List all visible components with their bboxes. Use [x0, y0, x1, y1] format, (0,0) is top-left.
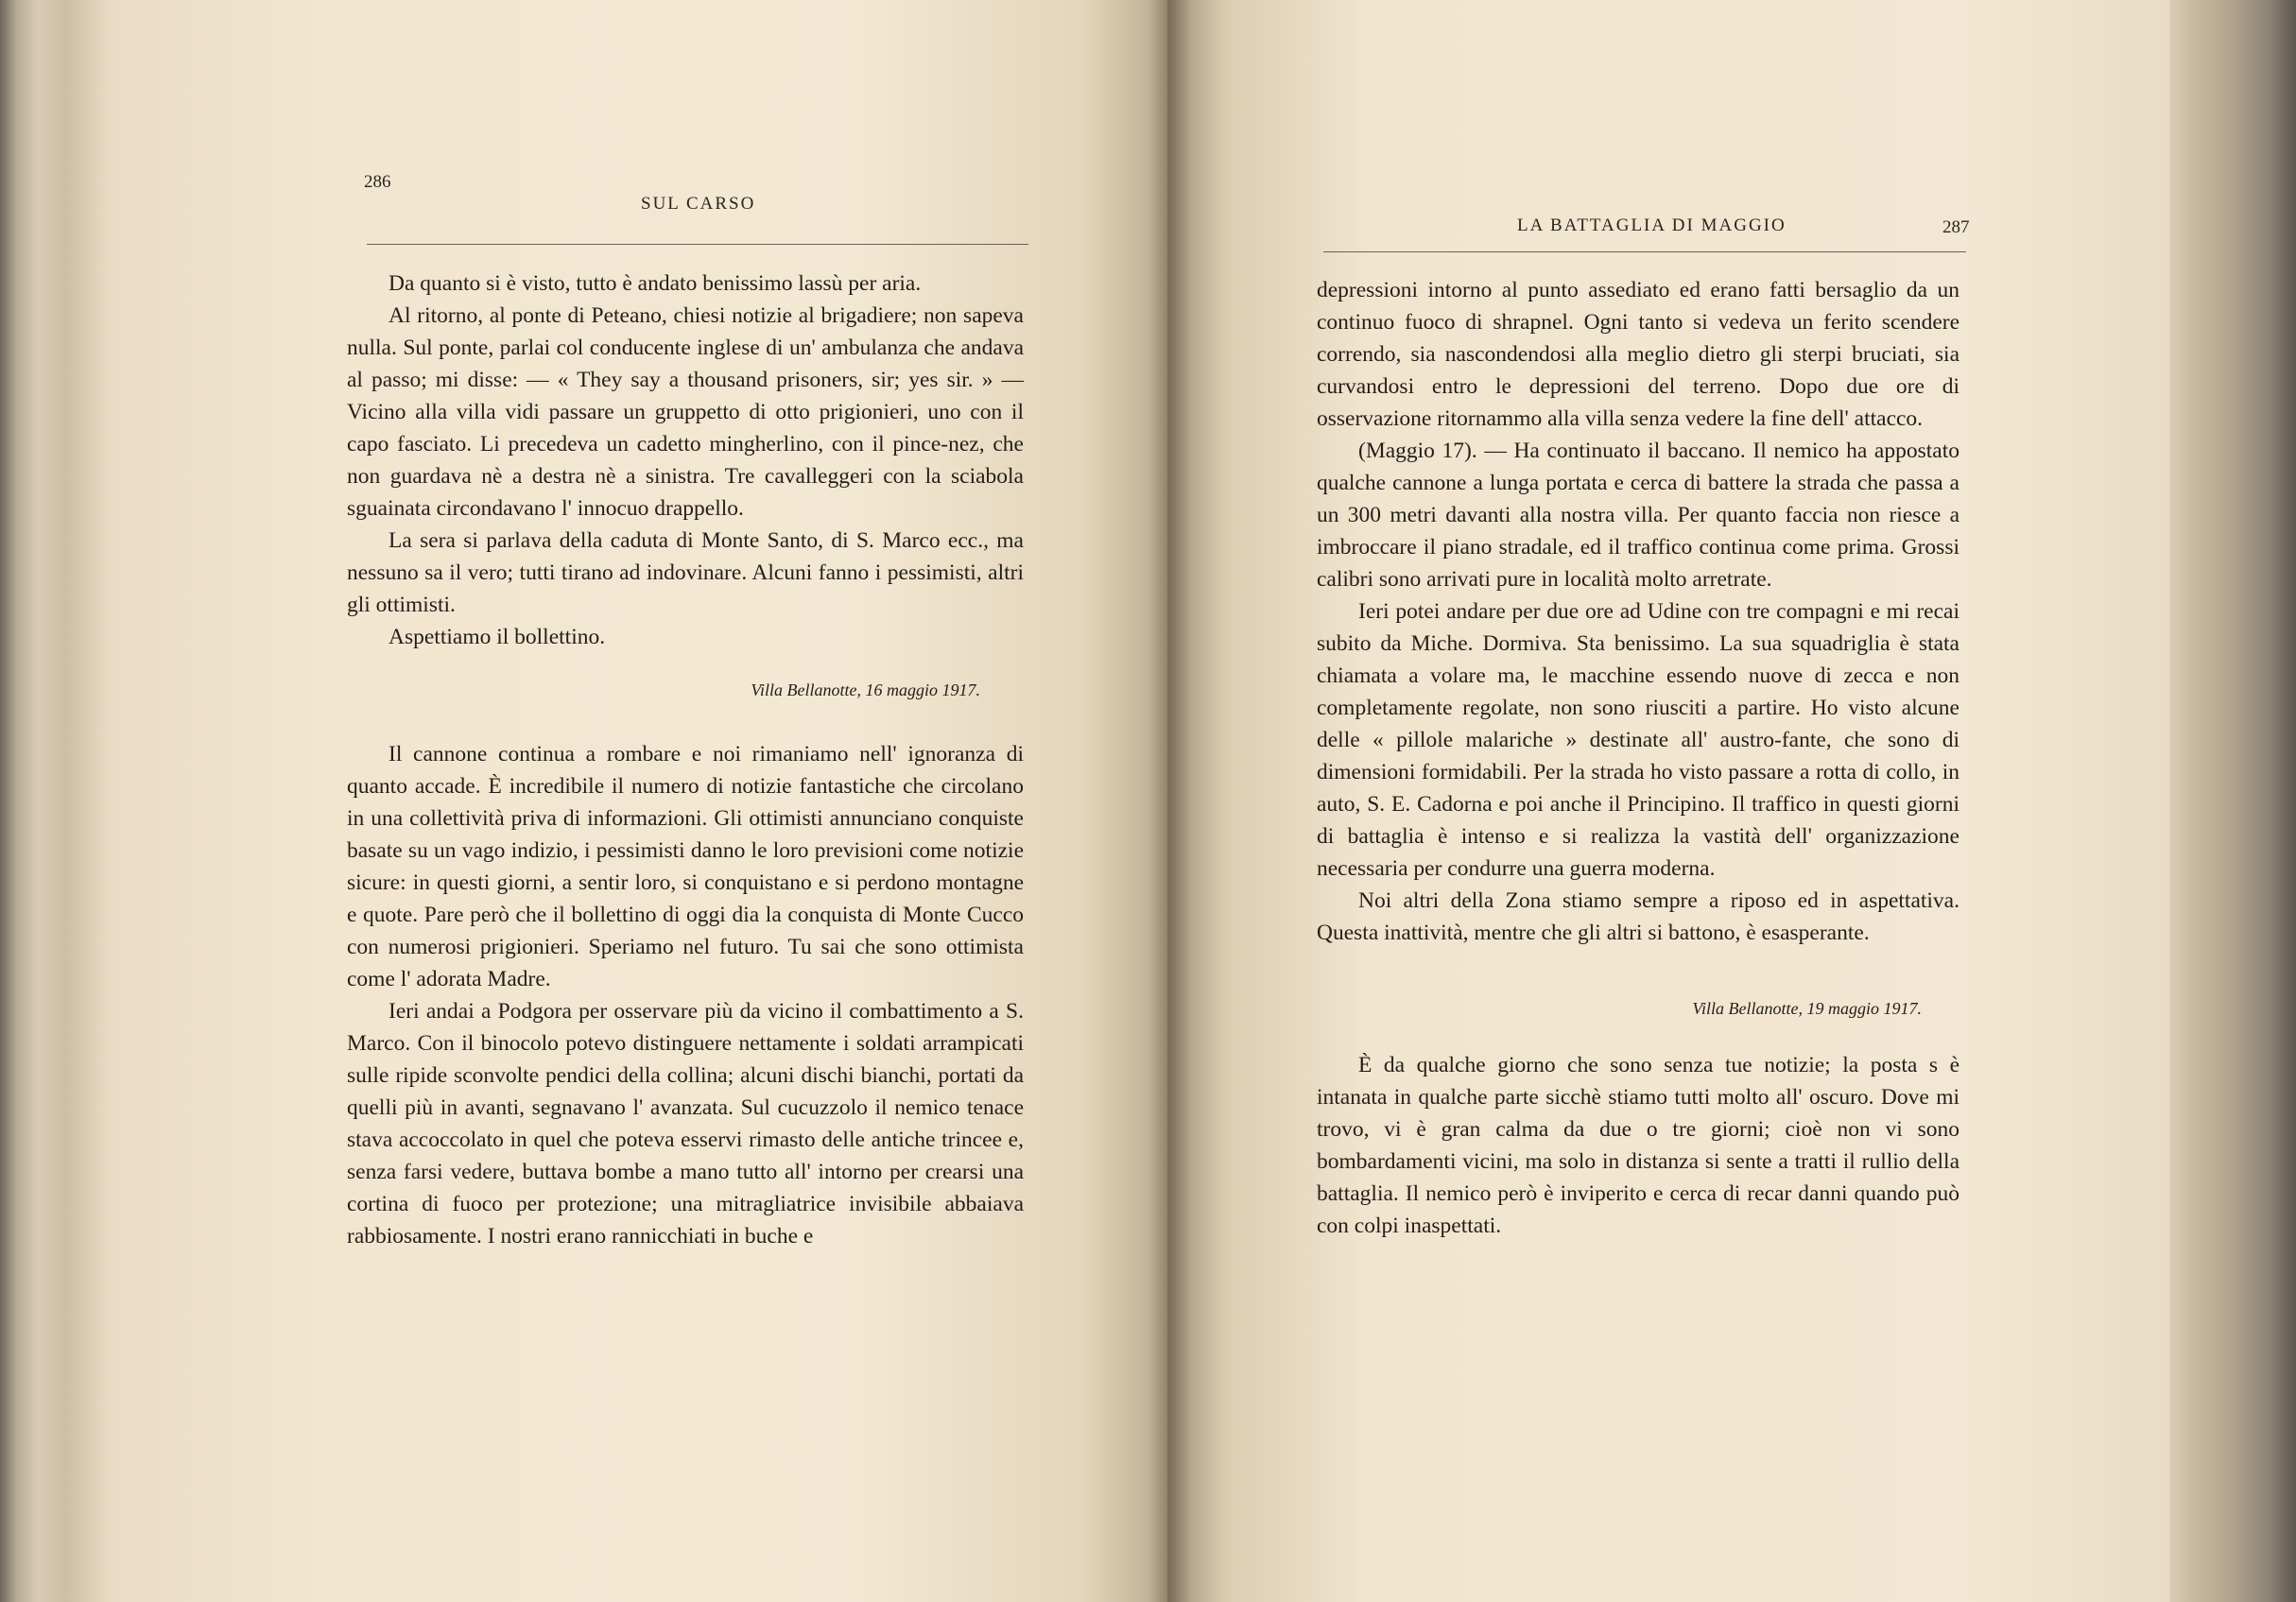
book-right-edge	[2154, 0, 2296, 1602]
date-signature: Villa Bellanotte, 16 maggio 1917.	[751, 680, 980, 699]
paragraph: Da quanto si è visto, tutto è andato benissimo lassù per aria.	[388, 271, 922, 296]
book-gutter	[1148, 0, 1191, 1602]
paragraph: Noi altri della Zona stiamo sempre a riposo ed in aspettativa. Questa inattività, mentre che gli altri si battono, è esasperante.	[1317, 888, 1959, 945]
right-header-rule	[1323, 251, 1966, 252]
left-header-rule	[367, 244, 1028, 245]
paragraph: Ieri potei andare per due ore ad Udine con tre compagni e mi recai subito da Miche. Dormiva. Sta benissimo. La sua squadriglia è stata chiamata a volare ma, le macchine essendo nuove di zecca e non completamente regolate, non sono riusciti a partire. Ho visto alcune delle « pillole malariche » destinate all' austro-fante, che sono di dimensioni formidabili. Per la strada ho visto passare a rotta di collo, in auto, S. E. Cadorna e poi anche il Principino. Il traffico in questi giorni di battaglia è intenso e si realizza la vastità dell' organizzazione necessaria per condurre una guerra moderna.	[1317, 599, 1959, 881]
right-page-number: 287	[1942, 217, 1970, 237]
left-page-number: 286	[364, 172, 391, 192]
left-page-header: SUL CARSO	[641, 194, 756, 214]
right-page-header: LA BATTAGLIA DI MAGGIO	[1517, 215, 1787, 235]
paragraph: Al ritorno, al ponte di Peteano, chiesi notizie al brigadiere; non sapeva nulla. Sul ponte, parlai col conducente inglese di un' ambulanza che andava al passo; mi disse: — « They say a thousand prisoners, sir; yes sir. » — Vicino alla villa vidi passare un gruppetto di otto prigionieri, uno con il capo fasciato. Li precedeva un cadetto mingherlino, con il pince-nez, che non guardava nè a destra nè a sinistra. Tre cavalleggeri con la sciabola sguainata circondavano l' innocuo drappello.	[347, 303, 1024, 521]
paragraph: La sera si parlava della caduta di Monte Santo, di S. Marco ecc., ma nessuno sa il vero; tutti tirano ad indovinare. Alcuni fanno i pessimisti, altri gli ottimisti.	[347, 528, 1024, 617]
paragraph: È da qualche giorno che sono senza tue notizie; la posta s è intanata in qualche parte sicchè stiamo tutti molto all' oscuro. Dove mi trovo, vi è gran calma da due o tre giorni; cioè non vi sono bombardamenti vicini, ma solo in distanza si sente a tratti il rullio della battaglia. Il nemico però è inviperito e cerca di recar danni quando può con colpi inaspettati.	[1317, 1053, 1959, 1238]
book-left-edge	[0, 0, 123, 1602]
paragraph: Ieri andai a Podgora per osservare più da vicino il combattimento a S. Marco. Con il binocolo potevo distinguere nettamente i soldati arrampicati sulle ripide sconvolte pendici della collina; alcuni dischi bianchi, portati da quelli più in avanti, segnavano l' avanzata. Sul cucuzzolo il nemico tenace stava accoccolato in quel che poteva esservi rimasto delle antiche trincee e, senza farsi vedere, buttava bombe a mano tutto all' intorno per crearsi una cortina di fuoco per protezione; una mitragliatrice invisibile abbaiava rabbiosamente. I nostri erano rannicchiati in buche e	[347, 999, 1024, 1249]
paragraph: Aspettiamo il bollettino.	[388, 625, 606, 649]
right-page-body	[1317, 274, 1959, 1242]
spacer	[347, 706, 1024, 738]
spacer	[1317, 1025, 1959, 1049]
left-page-body	[347, 267, 1024, 1252]
date-signature: Villa Bellanotte, 19 maggio 1917.	[1692, 999, 1922, 1018]
paragraph: Il cannone continua a rombare e noi rimaniamo nell' ignoranza di quanto accade. È incredibile il numero di notizie fantastiche che circolano in una collettività priva di informazioni. Gli ottimisti annunciano conquiste basate su un vago indizio, i pessimisti danno le loro previsioni come notizie sicure: in questi giorni, a sentir loro, si conquistano e si perdono montagne e quote. Pare però che il bollettino di oggi dia la conquista di Monte Cucco con numerosi prigionieri. Speriamo nel futuro. Tu sai che sono ottimista come l' adorata Madre.	[347, 742, 1024, 991]
paragraph: (Maggio 17). — Ha continuato il baccano. Il nemico ha appostato qualche cannone a lunga portata e cerca di battere la strada che passa a un 300 metri davanti alla nostra villa. Per quanto faccia non riesce a imbroccare il piano stradale, ed il traffico continua come prima. Grossi calibri sono arrivati pure in località molto arretrate.	[1317, 439, 1959, 592]
paragraph: depressioni intorno al punto assediato ed erano fatti bersaglio da un continuo fuoco di shrapnel. Ogni tanto si vedeva un ferito scendere correndo, sia nascondendosi alla meglio dietro gli sterpi bruciati, sia curvandosi entro le depressioni del terreno. Dopo due ore di osservazione ritornammo alla villa senza vedere la fine dell' attacco.	[1317, 278, 1959, 431]
